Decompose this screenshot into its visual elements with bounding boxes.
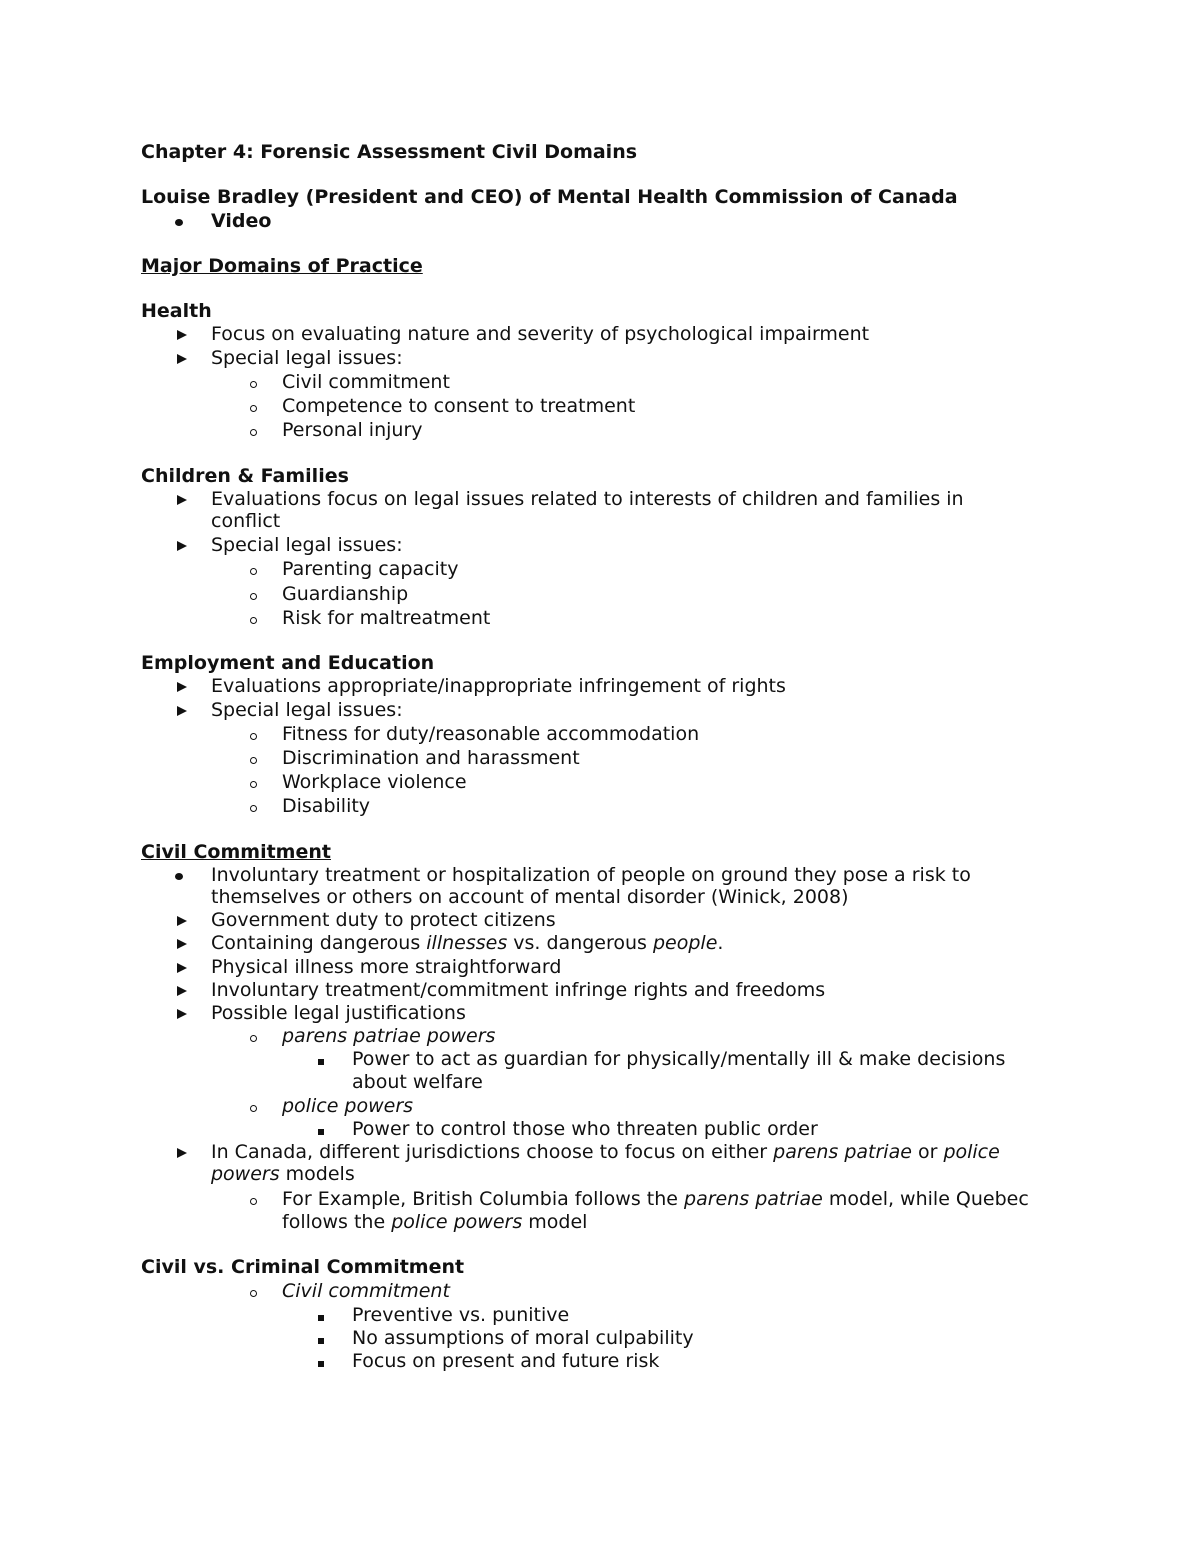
- list-item: Special legal issues:: [211, 699, 403, 721]
- list-item: police powers: [282, 1095, 414, 1117]
- list-item: Competence to consent to treatment: [282, 395, 636, 417]
- list-item: Power to control those who threaten public order: [352, 1118, 818, 1140]
- list-item: Power to act as guardian for physically/mentally ill & make decisions: [352, 1048, 1006, 1070]
- arrow-bullet-icon: [177, 323, 187, 346]
- list-item: Workplace violence: [282, 771, 467, 793]
- list-item: Discrimination and harassment: [282, 747, 580, 769]
- list-item: In Canada, different jurisdictions choose to focus on either parens patriae or police: [211, 1141, 1000, 1163]
- circle-bullet-icon: [250, 1025, 257, 1048]
- major-domains-heading: Major Domains of Practice: [141, 255, 423, 277]
- health-heading: Health: [141, 300, 212, 322]
- list-item: Evaluations appropriate/inappropriate infringement of rights: [211, 675, 786, 697]
- list-item-continuation: conflict: [211, 510, 281, 532]
- arrow-bullet-icon: [177, 675, 187, 698]
- circle-bullet-icon: [250, 1280, 257, 1303]
- arrow-bullet-icon: [177, 979, 187, 1002]
- arrow-bullet-icon: [177, 347, 187, 370]
- list-item: Civil commitment: [282, 1280, 450, 1302]
- list-item: Personal injury: [282, 419, 423, 441]
- list-item: Involuntary treatment or hospitalization of people on ground they pose a risk to: [211, 864, 971, 886]
- list-item: For Example, British Columbia follows the parens patriae model, while Quebec: [282, 1188, 1029, 1210]
- civil-commitment-heading: Civil Commitment: [141, 841, 331, 863]
- list-item: Guardianship: [282, 583, 409, 605]
- square-bullet-icon: [318, 1327, 324, 1350]
- list-item: Risk for maltreatment: [282, 607, 491, 629]
- square-bullet-icon: [318, 1350, 324, 1373]
- circle-bullet-icon: [250, 747, 257, 770]
- circle-bullet-icon: [250, 1095, 257, 1118]
- square-bullet-icon: [318, 1304, 324, 1327]
- chapter-title: Chapter 4: Forensic Assessment Civil Domains: [141, 141, 638, 163]
- bullet-dot-icon: [175, 209, 183, 232]
- list-item: No assumptions of moral culpability: [352, 1327, 694, 1349]
- arrow-bullet-icon: [177, 932, 187, 955]
- circle-bullet-icon: [250, 723, 257, 746]
- arrow-bullet-icon: [177, 1141, 187, 1164]
- circle-bullet-icon: [250, 371, 257, 394]
- arrow-bullet-icon: [177, 699, 187, 722]
- list-item: Evaluations focus on legal issues related to interests of children and families in: [211, 488, 964, 510]
- list-item: Civil commitment: [282, 371, 450, 393]
- list-item: Physical illness more straightforward: [211, 956, 562, 978]
- circle-bullet-icon: [250, 1188, 257, 1211]
- list-item: Special legal issues:: [211, 534, 403, 556]
- circle-bullet-icon: [250, 607, 257, 630]
- list-item: Possible legal justifications: [211, 1002, 466, 1024]
- speaker-heading: Louise Bradley (President and CEO) of Mental Health Commission of Canada: [141, 186, 958, 208]
- list-item: Preventive vs. punitive: [352, 1304, 570, 1326]
- arrow-bullet-icon: [177, 1002, 187, 1025]
- circle-bullet-icon: [250, 771, 257, 794]
- children-heading: Children & Families: [141, 465, 349, 487]
- bullet-dot-icon: [175, 863, 183, 886]
- video-item: Video: [211, 210, 272, 232]
- circle-bullet-icon: [250, 795, 257, 818]
- list-item: Parenting capacity: [282, 558, 459, 580]
- arrow-bullet-icon: [177, 534, 187, 557]
- circle-bullet-icon: [250, 583, 257, 606]
- list-item-continuation: powers models: [211, 1163, 355, 1185]
- list-item: Containing dangerous illnesses vs. dangerous people.: [211, 932, 724, 954]
- square-bullet-icon: [318, 1048, 324, 1071]
- list-item: Government duty to protect citizens: [211, 909, 556, 931]
- list-item: Special legal issues:: [211, 347, 403, 369]
- list-item: parens patriae powers: [282, 1025, 496, 1047]
- list-item: Involuntary treatment/commitment infringe rights and freedoms: [211, 979, 826, 1001]
- list-item-continuation: themselves or others on account of mental disorder (Winick, 2008): [211, 886, 849, 908]
- civil-vs-criminal-heading: Civil vs. Criminal Commitment: [141, 1256, 465, 1278]
- circle-bullet-icon: [250, 419, 257, 442]
- list-item: Focus on present and future risk: [352, 1350, 660, 1372]
- list-item: Fitness for duty/reasonable accommodation: [282, 723, 700, 745]
- square-bullet-icon: [318, 1118, 324, 1141]
- circle-bullet-icon: [250, 395, 257, 418]
- employment-heading: Employment and Education: [141, 652, 435, 674]
- list-item: Disability: [282, 795, 371, 817]
- list-item-continuation: follows the police powers model: [282, 1211, 588, 1233]
- arrow-bullet-icon: [177, 488, 187, 511]
- list-item: Focus on evaluating nature and severity of psychological impairment: [211, 323, 870, 345]
- list-item-continuation: about welfare: [352, 1071, 483, 1093]
- arrow-bullet-icon: [177, 956, 187, 979]
- arrow-bullet-icon: [177, 909, 187, 932]
- circle-bullet-icon: [250, 558, 257, 581]
